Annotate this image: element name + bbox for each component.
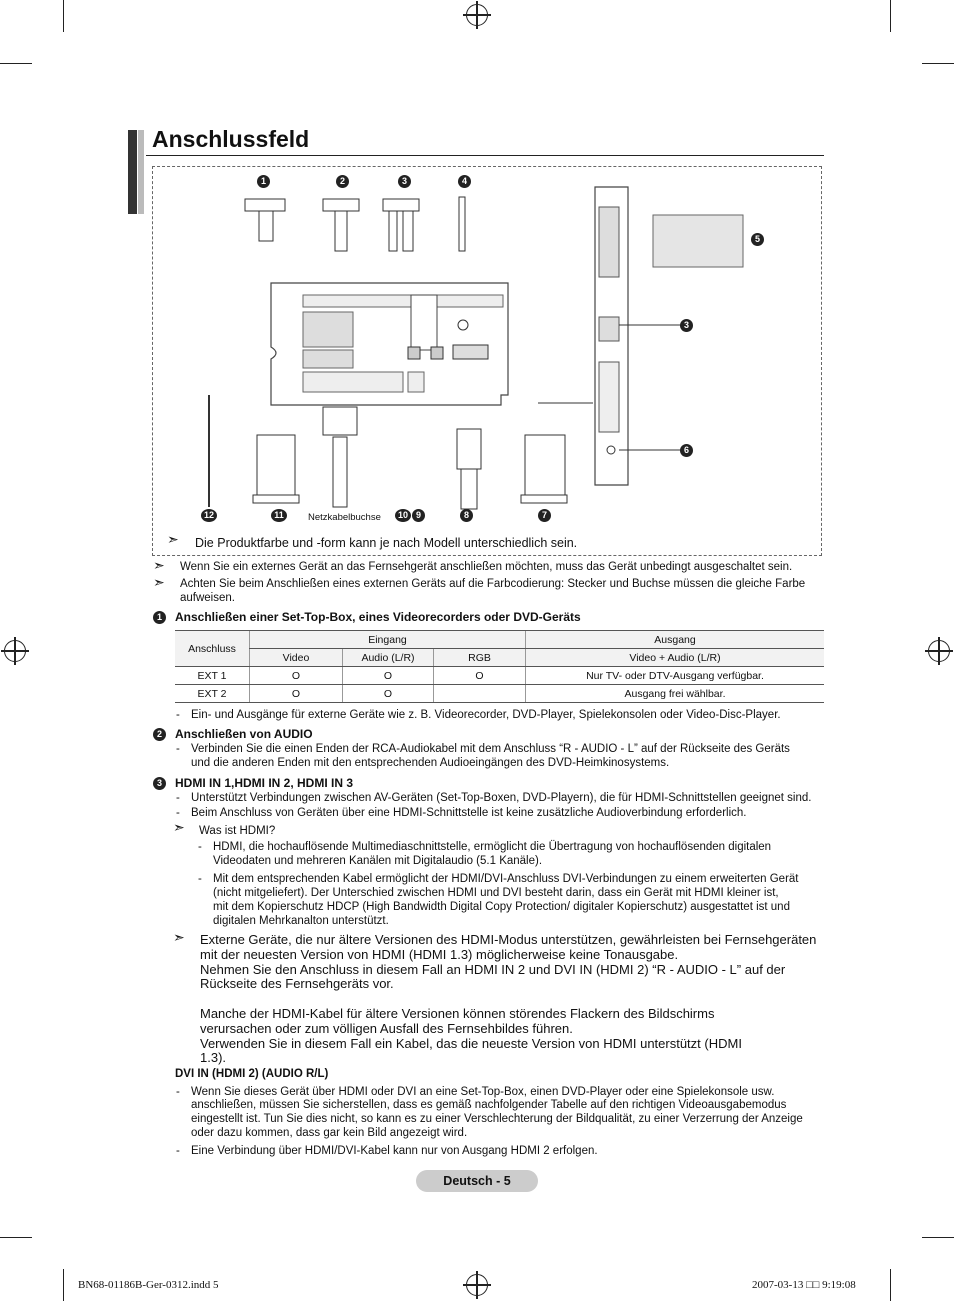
print-slug-filename: BN68-01186B-Ger-0312.indd 5 (78, 1279, 219, 1291)
note-text: Verwenden Sie in diesem Fall ein Kabel, das die neueste Version von HDMI unterstützt (HDMI (200, 1036, 742, 1051)
callout-number: 11 (271, 509, 287, 522)
callout-number: 7 (538, 509, 551, 522)
callout-number: 12 (201, 509, 217, 522)
registration-mark-icon (928, 640, 950, 662)
bullet-text: und die anderen Enden mit den entsprechenden Audioeingängen des DVD-Heimkinosystems. (191, 757, 670, 769)
crop-mark (890, 1269, 891, 1301)
table-cell: O (343, 667, 434, 685)
title-bar-decoration (138, 130, 144, 214)
callout-number: 1 (257, 175, 270, 188)
power-socket-label: Netzkabelbuchse (308, 512, 381, 523)
crop-mark (0, 1237, 32, 1238)
print-slug-date: 2007-03-13 □□ 9:19:08 (752, 1279, 856, 1291)
crop-mark (890, 0, 891, 32)
table-cell: EXT 1 (175, 667, 250, 685)
table-cell: O (343, 685, 434, 703)
callout-number: 9 (412, 509, 425, 522)
table-cell: O (250, 667, 343, 685)
bullet-text: Verbinden Sie die einen Enden der RCA-Audiokabel mit dem Anschluss “R - AUDIO - L” auf der Rückseite des Geräts (191, 743, 790, 755)
callout-number: 8 (460, 509, 473, 522)
section-number: 1 (153, 611, 166, 624)
title-bar-decoration (128, 130, 137, 214)
table-cell: EXT 2 (175, 685, 250, 703)
bullet-dash: - (176, 743, 180, 755)
bullet-dash: - (198, 873, 202, 885)
section-heading: DVI IN (HDMI 2) (AUDIO R/L) (175, 1068, 329, 1080)
callout-number: 2 (336, 175, 349, 188)
table-cell: O (250, 685, 343, 703)
bullet-text: Videodaten und mehreren Kanälen mit Digitalaudio (5.1 Kanäle). (213, 855, 543, 867)
crop-mark (63, 0, 64, 32)
bullet-dash: - (176, 792, 180, 804)
bullet-text: HDMI, die hochauflösende Multimediaschnittstelle, ermöglicht die Übertragung von hochauflösenden digitalen (213, 841, 772, 853)
table-subheader: Video + Audio (L/R) (526, 649, 825, 667)
bullet-text: Beim Anschluss von Geräten über eine HDMI-Schnittstelle ist keine zusätzliche Audioverbindung erforderlich. (191, 807, 747, 819)
note-text: Rückseite des Fernsehgeräts vor. (200, 976, 394, 991)
bullet-text: Ein- und Ausgänge für externe Geräte wie z. B. Videorecorder, DVD-Player, Spielekonsolen oder Video-Disc-Player. (191, 709, 781, 721)
note-text: Nehmen Sie den Anschluss in diesem Fall an HDMI IN 2 und DVI IN (HDMI 2) “R - AUDIO - L” auf der (200, 962, 786, 977)
bullet-text: Eine Verbindung über HDMI/DVI-Kabel kann nur von Ausgang HDMI 2 erfolgen. (191, 1145, 598, 1157)
table-header: Ausgang (526, 631, 825, 649)
bullet-text: Unterstützt Verbindungen zwischen AV-Geräten (Set-Top-Boxen, DVD-Playern), die für HDMI-Schnittstellen geeignet sind. (191, 792, 812, 804)
section-number: 2 (153, 728, 166, 741)
bullet-text: Mit dem entsprechenden Kabel ermöglicht der HDMI/DVI-Anschluss DVI-Verbindungen zu einem erweiterten Gerät (213, 873, 799, 885)
callout-number: 5 (751, 233, 764, 246)
note-text: mit der neuesten Version von HDMI (HDMI 1.3) möglicherweise keine Tonausgabe. (200, 947, 679, 962)
connection-diagram (152, 166, 822, 556)
note-arrow-icon: ➣ (153, 574, 165, 590)
note-text: 1.3). (200, 1050, 227, 1065)
callout-number: 3 (398, 175, 411, 188)
note-arrow-icon: ➣ (167, 531, 179, 547)
callout-number: 4 (458, 175, 471, 188)
crop-mark (0, 63, 32, 64)
note-text: Achten Sie beim Anschließen eines externen Geräts auf die Farbcodierung: Stecker und Buchse müssen die gleiche Farbe aufweisen. (180, 578, 806, 604)
table-subheader: RGB (434, 649, 526, 667)
bullet-text: mit dem Kopierschutz HDCP (High Bandwidth Digital Copy Protection/ digitaler Kopierschutz) ausgestattet ist und (213, 901, 790, 913)
bullet-text: (nicht mitgeliefert). Der Unterschied zwischen HDMI und DVI besteht darin, dass ein Gerät mit HDMI kleiner ist, (213, 887, 779, 899)
note-arrow-icon: ➣ (173, 819, 185, 835)
section-number: 3 (153, 777, 166, 790)
callout-number: 6 (680, 444, 693, 457)
table-row (175, 685, 824, 703)
table-header: Eingang (250, 631, 526, 649)
bullet-text: oder dazu kommen, dass gar kein Bild angezeigt wird. (191, 1127, 468, 1139)
registration-mark-icon (466, 1274, 488, 1296)
subnote-heading: Was ist HDMI? (199, 825, 276, 837)
table-header: Anschluss (175, 631, 250, 667)
note-text: Wenn Sie ein externes Gerät an das Fernsehgerät anschließen möchten, muss das Gerät unbedingt ausgeschaltet sein. (180, 561, 793, 573)
connection-table (175, 630, 824, 703)
registration-mark-icon (466, 4, 488, 26)
page-number-badge: Deutsch - 5 (416, 1170, 538, 1192)
bullet-text: digitalen Mehrkanalton unterstützt. (213, 915, 389, 927)
table-cell (434, 685, 526, 703)
back-panel-illustration (153, 167, 821, 555)
table-row (175, 667, 824, 685)
section-heading: Anschließen einer Set-Top-Box, eines Videorecorders oder DVD-Geräts (175, 610, 581, 624)
callout-number: 3 (680, 319, 693, 332)
note-text: Manche der HDMI-Kabel für ältere Versionen können störendes Flackern des Bildschirms (200, 1006, 715, 1021)
table-subheader: Audio (L/R) (343, 649, 434, 667)
section-heading: HDMI IN 1,HDMI IN 2, HDMI IN 3 (175, 776, 354, 790)
crop-mark (922, 1237, 954, 1238)
bullet-dash: - (176, 807, 180, 819)
bullet-text: eingestellt ist. Tun Sie dies nicht, so kann es zu einer Verschlechterung der Bildqualität, zu einer Verzerrung der Anzeige (191, 1113, 803, 1125)
note-text: Externe Geräte, die nur ältere Versionen des HDMI-Modus unterstützen, gewährleisten bei Fernsehgeräten (200, 932, 817, 947)
crop-mark (922, 63, 954, 64)
figure-caption: Die Produktfarbe und -form kann je nach Modell unterschiedlich sein. (195, 536, 578, 550)
callout-number: 10 (395, 509, 411, 522)
note-text: verursachen oder zum völligen Ausfall des Fernsehbildes führen. (200, 1021, 573, 1036)
bullet-text: anschließen, müssen Sie sicherstellen, dass es gemäß nachfolgender Tabelle auf den richtigen Videoausgabemodus (191, 1099, 787, 1111)
table-cell: Nur TV- oder DTV-Ausgang verfügbar. (526, 667, 825, 685)
crop-mark (63, 1269, 64, 1301)
table-cell: O (434, 667, 526, 685)
note-arrow-icon: ➣ (173, 929, 185, 945)
bullet-dash: - (176, 1086, 180, 1098)
title-rule (146, 155, 824, 156)
table-cell: Ausgang frei wählbar. (526, 685, 825, 703)
registration-mark-icon (4, 640, 26, 662)
page-title: Anschlussfeld (152, 126, 310, 152)
table-subheader: Video (250, 649, 343, 667)
bullet-dash: - (198, 841, 202, 853)
section-heading: Anschließen von AUDIO (175, 727, 313, 741)
bullet-dash: - (176, 709, 180, 721)
bullet-dash: - (176, 1145, 180, 1157)
note-arrow-icon: ➣ (153, 557, 165, 573)
bullet-text: Wenn Sie dieses Gerät über HDMI oder DVI an eine Set-Top-Box, einen DVD-Player oder eine Spielekonsole usw. (191, 1086, 775, 1098)
